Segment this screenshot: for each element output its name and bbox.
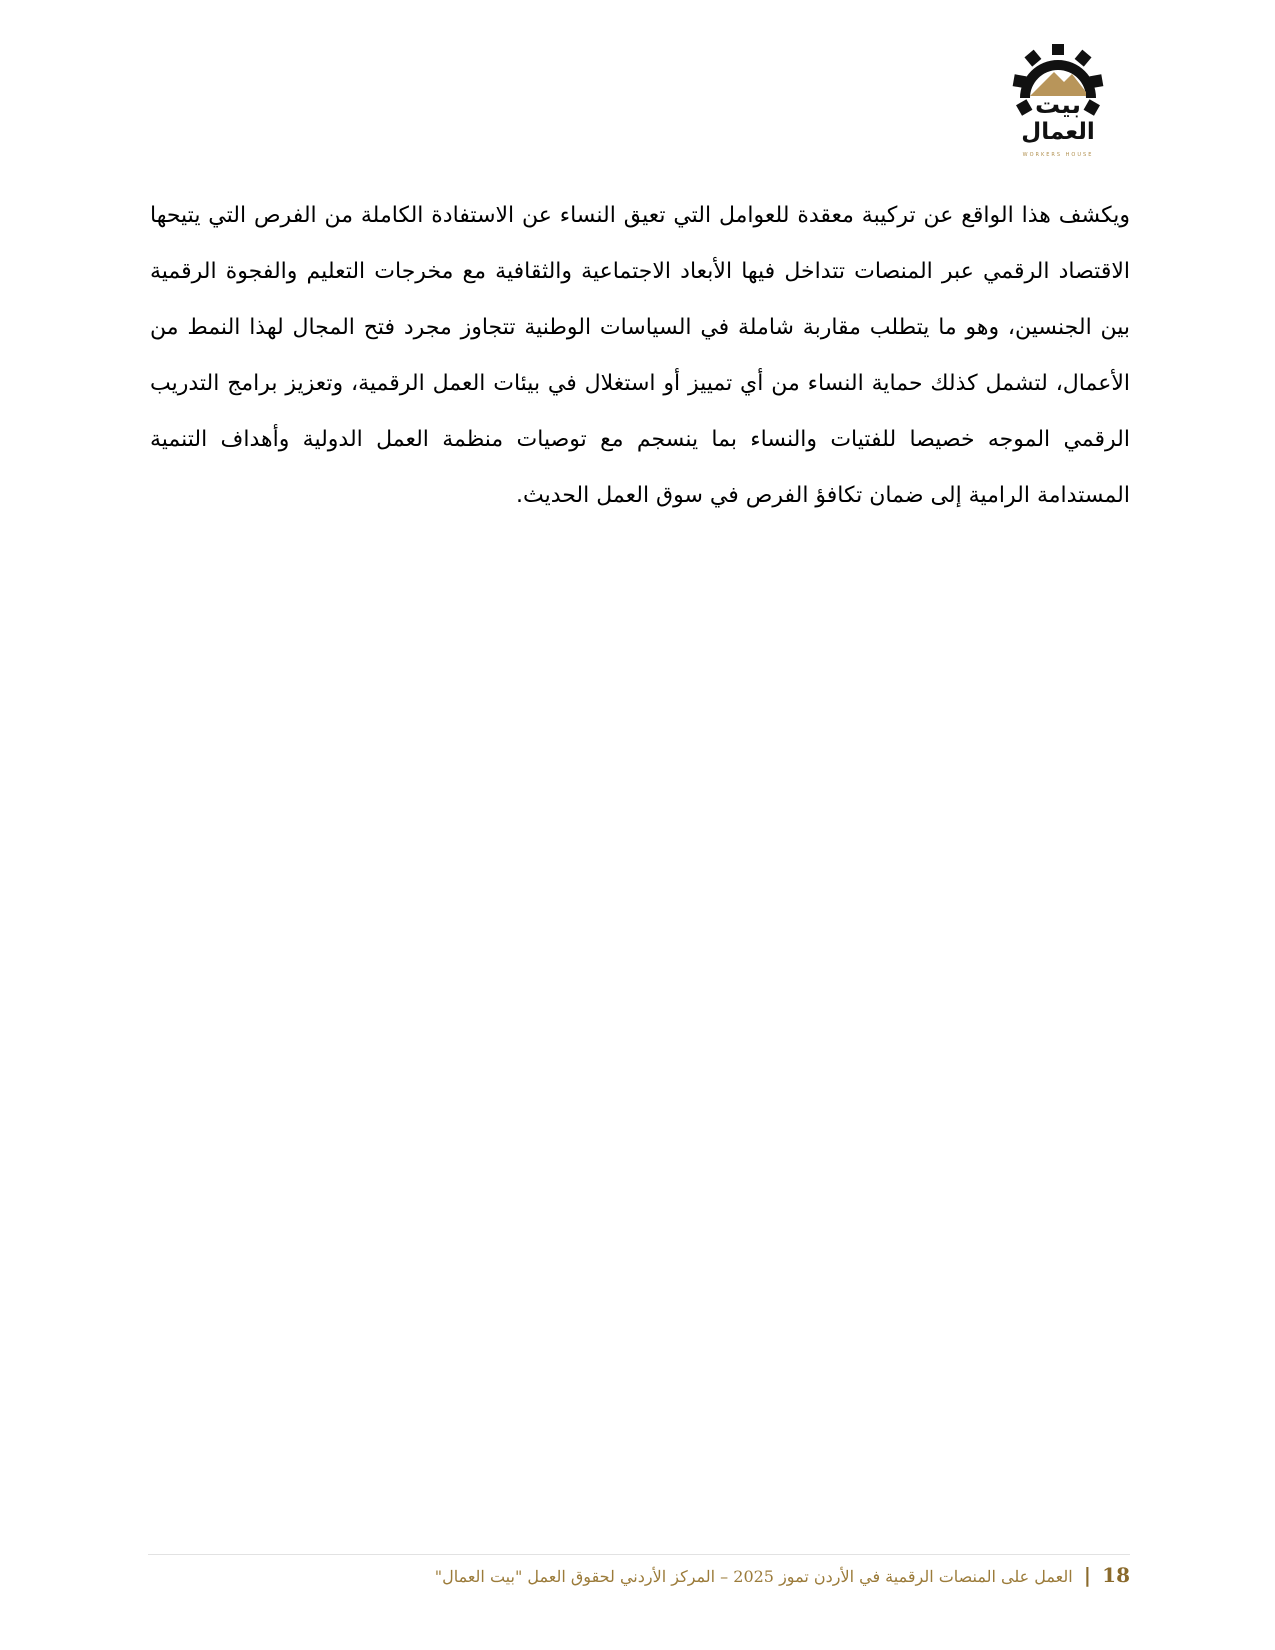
- footer-divider: [148, 1554, 1130, 1555]
- body-paragraph: ويكشف هذا الواقع عن تركيبة معقدة للعوامل التي تعيق النساء عن الاستفادة الكاملة من الفرص التي يتيحها الاقتصاد الرقمي عبر المنصات تتداخل فيها الأبعاد الاجتماعية والثقافية مع مخرجات التعليم والفجوة الرقمية بين الجنسين، وهو ما يتطلب مقاربة شاملة في السياسات الوطنية تتجاوز مجرد فتح المجال لهذا النمط من الأعمال، لتشمل كذلك حماية النساء من أي تمييز أو استغلال في بيئات العمل الرقمية، وتعزيز برامج التدريب الرقمي الموجه خصيصا للفتيات والنساء بما ينسجم مع توصيات منظمة العمل الدولية وأهداف التنمية المستدامة الرامية إلى ضمان تكافؤ الفرص في سوق العمل الحديث.: [150, 203, 1130, 508]
- page-footer: [148, 1563, 1130, 1587]
- logo-name-line2: العمال: [1021, 119, 1095, 145]
- logo-name-line1: بيت: [1034, 90, 1082, 119]
- footer-text: العمل على المنصات الرقمية في الأردن تموز 2025 – المركز الأردني لحقوق العمل "بيت العمال": [434, 1567, 1073, 1586]
- workers-house-logo: [1008, 44, 1108, 166]
- page-number: 18: [1102, 1563, 1130, 1587]
- footer-separator: |: [1083, 1563, 1092, 1587]
- logo-english-name: WORKERS HOUSE: [1022, 152, 1094, 158]
